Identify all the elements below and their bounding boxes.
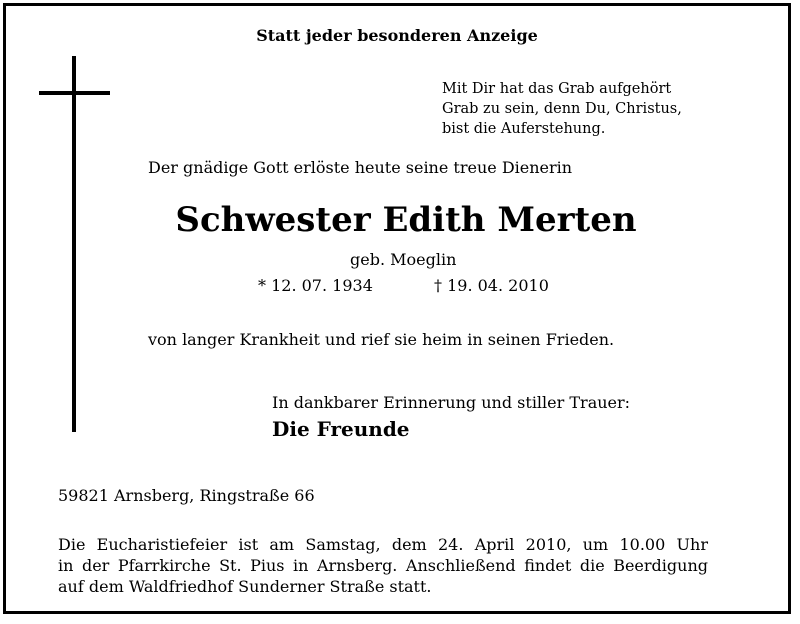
service-line: auf dem Waldfriedhof Sunderner Straße statt. [58,577,432,596]
verse-line: Mit Dir hat das Grab aufgehört [442,81,672,97]
cause-text: von langer Krankheit und rief sie heim in seinen Frieden. [148,330,615,349]
service-line: Die Eucharistiefeier ist am Samstag, dem 24. April 2010, um 10.00 Uhr [58,535,708,554]
obituary-notice [3,3,791,614]
verse-line: bist die Auferstehung. [442,121,606,137]
address: 59821 Arnsberg, Ringstraße 66 [58,486,315,505]
bible-verse [442,79,682,139]
mourners-name: Die Freunde [272,417,410,441]
death-date: † 19. 04. 2010 [434,276,549,295]
cross-icon [72,56,76,432]
notice-header: Statt jeder besonderen Anzeige [256,26,538,45]
deceased-name: Schwester Edith Merten [175,200,637,240]
thanks-text: In dankbarer Erinnerung und stiller Trauer: [272,393,631,412]
birth-date: * 12. 07. 1934 [258,276,373,295]
cross-icon-bar [39,91,110,95]
service-info [58,534,708,597]
birth-name: geb. Moeglin [350,250,457,269]
intro-text: Der gnädige Gott erlöste heute seine treue Dienerin [148,158,573,177]
service-line: in der Pfarrkirche St. Pius in Arnsberg. Anschließend findet die Beerdigung [58,556,708,575]
verse-line: Grab zu sein, denn Du, Christus, [442,101,682,117]
